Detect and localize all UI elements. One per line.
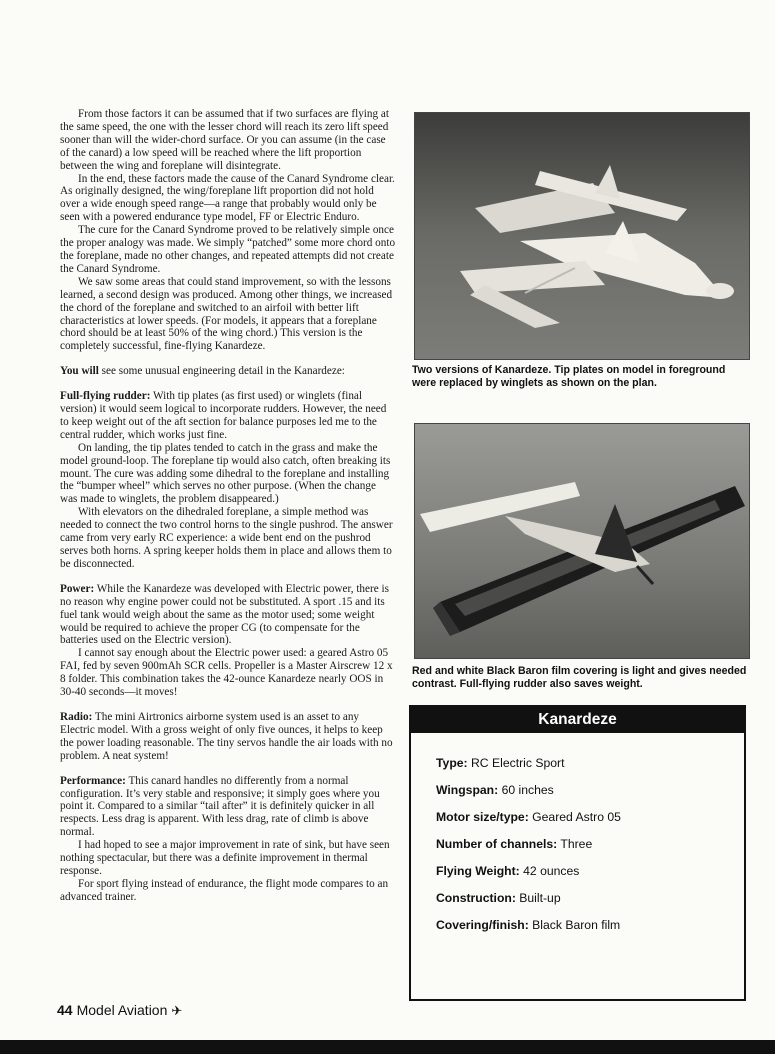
paragraph-text: While the Kanardeze was developed with Electric power, there is no reason why engine power could not be substituted. A sport .15 and its fuel tank would weigh about the same as the motor used; some weight would be required to achieve the proper CG (to compensate for the batteries used on the Electric version). [60,582,389,647]
magazine-name: Model Aviation [76,1002,168,1018]
paragraph: On landing, the tip plates tended to catch in the grass and make the model ground-loop. The foreplane tip would also catch, often breaking its mount. The cure was adding some dihedral to the foreplane and installing the “bumper wheel” which serves no other purpose. (When the change was made to winglets, the problem disappeared.) [60,441,391,506]
spec-label: Construction: [436,891,516,905]
spec-wingspan [436,783,554,797]
run-in-heading: Full-flying rudder: [60,390,151,403]
photo-caption: Two versions of Kanardeze. Tip plates on model in foreground were replaced by winglets as shown on the plan. [412,364,726,389]
paragraph [60,583,396,648]
spec-covering [436,918,620,932]
spec-label: Wingspan: [436,783,499,797]
spec-value: RC Electric Sport [467,756,565,770]
paragraph: With elevators on the dihedraled foreplane, a simple method was needed to connect the two control horns to the single pushrod. The answer came from very early RC experience: a wide bent end on the pushrod serves both horns. A spring keeper holds them in place and allows them to be disconnected. [60,506,393,570]
spec-label: Motor size/type: [436,810,529,824]
paragraph-text: With tip plates (as first used) or winglets (final version) it would seem logical to incorporate rudders. However, the need to keep weight out of the aft section for balance purposes led me to the central rudder, which works just fine. [60,390,387,441]
page-footer [57,1002,182,1019]
spec-value: 60 inches [498,783,554,797]
paragraph: The cure for the Canard Syndrome proved to be relatively simple once the proper analogy was made. We simply “patched” some more chord onto the foreplane, made no other changes, and repeated attempts did not create the Canard Syndrome. [60,224,396,275]
run-in-heading: Power: [60,582,95,595]
paragraph-text: This canard handles no differently from a normal configuration. It’s very stable and responsive; it simply goes where you point it. Compared to a similar “tail after” it is definitely quicker in all respects. Less drag is apparent. With less drag, rate of climb is above normal. [60,774,380,839]
paragraph: For sport flying instead of endurance, the flight mode compares to an advanced trainer. [60,877,389,903]
page-number: 44 [57,1002,73,1018]
spec-channels [436,837,592,851]
photo-illustration [415,424,749,658]
paragraph-text: The mini Airtronics airborne system used is an asset to any Electric model. With a gross weight of only five ounces, it helps to keep the power loading reasonable. The tiny servos handle the air loads with no problem. A neat system! [60,710,393,762]
paragraph [60,390,396,442]
paragraph [60,711,396,763]
spec-motor [436,810,621,824]
spec-label: Covering/finish: [436,918,529,932]
spec-value: Geared Astro 05 [528,810,621,824]
article-body [60,108,396,904]
spec-type [436,756,564,770]
photo-two-versions [414,112,750,360]
photo-black-baron [414,423,750,659]
spec-value: Black Baron film [528,918,621,932]
paragraph-text: see some unusual engineering detail in the Kanardeze: [98,365,345,378]
run-in-heading: You will [60,365,99,378]
spec-construction [436,891,561,905]
paragraph [60,365,396,378]
spec-value: Three [557,837,593,851]
spec-weight [436,864,579,878]
photo-caption: Red and white Black Baron film covering is light and gives needed contrast. Full-flying rudder also saves weight. [412,665,747,690]
paragraph: I cannot say enough about the Electric power used: a geared Astro 05 FAI, fed by seven 900mAh SCR cells. Propeller is a Master Airscrew 12 x 8 folder. This combination takes the 42-ounce Kanardeze nearly OOS in 30-40 seconds—it moves! [60,647,393,699]
paragraph: In the end, these factors made the cause of the Canard Syndrome clear. As originally designed, the wing/foreplane lift proportion did not hold over a wide enough speed range—a range that probably would only be seen with a powered endurance type model, FF or Electric Enduro. [60,172,395,224]
paragraph: We saw some areas that could stand improvement, so with the lessons learned, a second design was produced. Among other things, we increased the chord of the foreplane and switched to an airfoil with better lift characteristics at lower speeds. (For models, it appears that a foreplane chord should be at least 50% of the wing chord.) This version is the completely successful, fine-flying Kanardeze. [60,275,393,353]
run-in-heading: Radio: [60,710,93,723]
bottom-border [0,1040,775,1054]
spec-label: Flying Weight: [436,864,520,878]
spec-label: Type: [436,756,468,770]
paragraph: I had hoped to see a major improvement in rate of sink, but have seen nothing spectacular, but there was a definite improvement in thermal response. [60,839,390,877]
specs-title: Kanardeze [411,707,744,733]
paragraph [60,775,396,840]
spec-label: Number of channels: [436,837,558,851]
spec-value: Built-up [515,891,561,905]
airplane-icon: ✈ [171,1003,183,1018]
photo-illustration [415,113,749,359]
spec-value: 42 ounces [519,864,580,878]
paragraph: From those factors it can be assumed that if two surfaces are flying at the same speed, the one with the lesser chord will reach its zero lift speed sooner than will the wider-chord surface. Or you can assume (in the case of the canard) a low speed will be reached where the lift proportion between the wing and foreplane will disintegrate. [60,108,389,172]
run-in-heading: Performance: [60,774,126,787]
specs-box [409,705,746,1001]
